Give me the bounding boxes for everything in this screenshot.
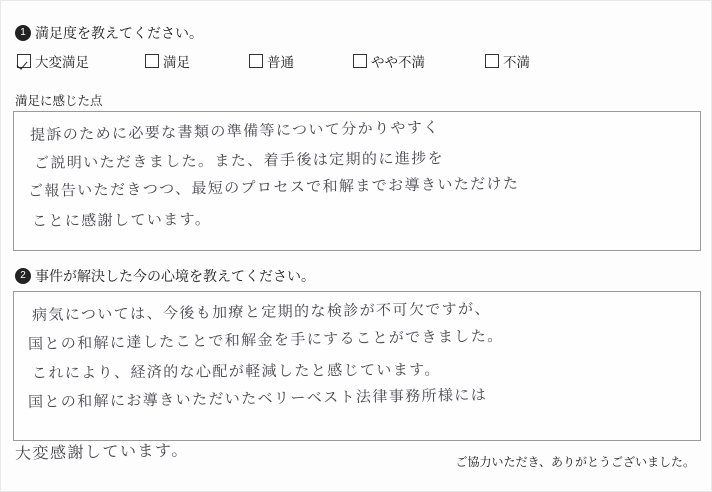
question-1-number: 1 [15, 25, 31, 41]
question-2-number: 2 [15, 268, 31, 284]
choice-very-satisfied[interactable] [17, 51, 89, 71]
satisfaction-choices [17, 51, 577, 75]
checkbox-icon[interactable] [353, 54, 367, 68]
handwriting-answer-1 [14, 112, 700, 250]
handwritten-line: 国との和解にお導きいただいたベリーベスト法律事務所様には [27, 385, 488, 411]
checkbox-icon[interactable] [485, 54, 499, 68]
choice-label: やや不満 [371, 55, 425, 70]
handwritten-line: 国との和解に達したことで和解金を手にすることができました。 [27, 326, 504, 353]
checkbox-icon[interactable] [249, 54, 263, 68]
handwritten-line: 病気については、今後も加療と定期的な検診が不可欠ですが、 [31, 299, 491, 324]
handwritten-line: ご報告いただきつつ、最短のプロセスで和解までお導きいただけた [27, 174, 520, 200]
choice-satisfied[interactable] [145, 51, 190, 71]
footer-thanks: ご協力いただき、ありがとうございました。 [455, 455, 695, 469]
choice-neutral[interactable] [249, 51, 294, 71]
question-2-text: 事件が解決した今の心境を教えてください。 [35, 268, 315, 284]
choice-dissatisfied[interactable] [485, 51, 530, 71]
choice-somewhat-dissatisfied[interactable] [353, 51, 425, 71]
handwritten-line: これにより、経済的な心配が軽減したと感じています。 [31, 360, 441, 382]
choice-label: 大変満足 [35, 55, 89, 70]
handwriting-answer-2 [14, 292, 700, 440]
good-points-label: 満足に感じた点 [15, 94, 103, 108]
checkbox-icon[interactable] [145, 54, 159, 68]
choice-label: 不満 [503, 55, 530, 70]
question-2 [15, 266, 315, 286]
handwritten-line: ご説明いただきました。また、着手後は定期的に進捗を [33, 148, 445, 172]
question-1-text: 満足度を教えてください。 [35, 25, 203, 41]
choice-label: 普通 [267, 55, 294, 70]
handwritten-line: ことに感謝しています。 [31, 210, 212, 230]
question-1 [15, 23, 203, 43]
answer-box-1[interactable] [13, 111, 701, 251]
handwritten-line-last: 大変感謝しています。 [14, 440, 189, 463]
choice-label: 満足 [163, 55, 190, 70]
checkbox-checked-icon[interactable] [17, 54, 31, 68]
answer-box-2[interactable] [13, 291, 701, 441]
handwritten-line: 提訴のために必要な書類の準備等について分かりやすく [29, 118, 440, 144]
